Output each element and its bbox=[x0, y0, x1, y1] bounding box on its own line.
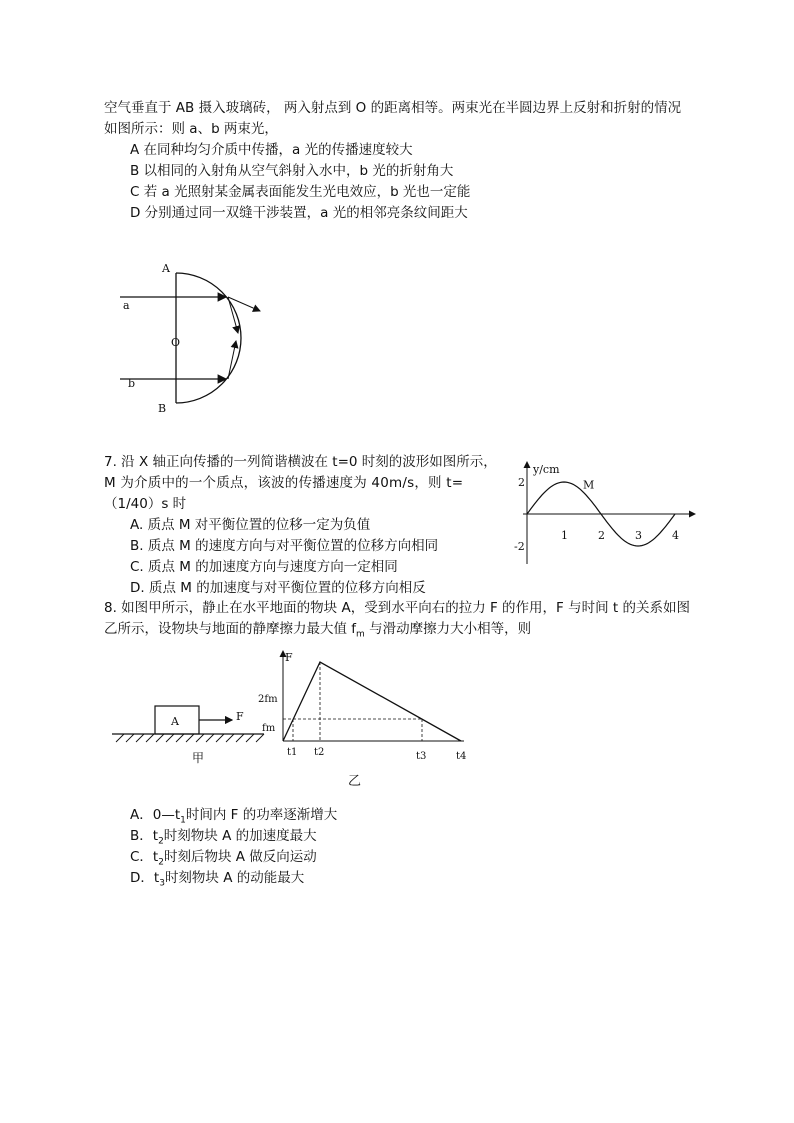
guide-lines bbox=[283, 662, 422, 741]
y-tick-label-2: 2 bbox=[518, 476, 525, 489]
y-axis-label: y/cm bbox=[533, 463, 560, 476]
q7-wave-chart bbox=[505, 456, 705, 571]
q7-option-a: A. 质点 M 对平衡位置的位移一定为负值 bbox=[130, 517, 371, 533]
force-label: F bbox=[236, 710, 244, 723]
q8-text-line2-part1: 乙所示，设物块与地面的静摩擦力最大值 f bbox=[104, 621, 357, 637]
q7-text-line2: M 为介质中的一个质点，该波的传播速度为 40m/s，则 t= bbox=[104, 475, 464, 491]
q8-option-d-pre: D．t bbox=[130, 870, 160, 886]
q8-option-b-sub: 2 bbox=[158, 836, 164, 847]
x-tick-label-3: 3 bbox=[635, 529, 642, 542]
q7-text-line1: 7. 沿 X 轴正向传播的一列简谐横波在 t=0 时刻的波形如图所示， bbox=[104, 454, 497, 470]
q6-text-line2: 如图所示：则 a、b 两束光， bbox=[104, 121, 278, 137]
q8-fig-jia bbox=[112, 690, 272, 770]
label-fm: fm bbox=[262, 723, 276, 734]
x-tick-label-4: 4 bbox=[672, 529, 679, 542]
x-tick-label-2: 2 bbox=[598, 529, 605, 542]
q6-semicircle-figure bbox=[110, 255, 280, 420]
q8-option-b-pre: B．t bbox=[130, 828, 159, 844]
block-label: A bbox=[171, 715, 179, 728]
label-b: b bbox=[128, 377, 136, 390]
q8-option-d-sub: 3 bbox=[159, 878, 165, 889]
point-m-label: M bbox=[582, 478, 595, 492]
q6-option-b: B 以相同的入射角从空气斜射入水中，b 光的折射角大 bbox=[130, 163, 454, 179]
ground-hatching bbox=[116, 734, 264, 742]
q7-text-line3: （1/40）s 时 bbox=[104, 496, 187, 512]
q6-option-a: A 在同种均匀介质中传播，a 光的传播速度较大 bbox=[130, 142, 413, 158]
q8-text-line2-sub: m bbox=[356, 629, 365, 640]
q6-option-d: D 分别通过同一双缝干涉装置，a 光的相邻亮条纹间距大 bbox=[130, 205, 468, 221]
q8-option-b-post: 时刻物块 A 的加速度最大 bbox=[163, 828, 317, 844]
q6-option-c: C 若 a 光照射某金属表面能发生光电效应，b 光也一定能 bbox=[130, 184, 471, 200]
label-B: B bbox=[158, 402, 167, 415]
q8-option-c-sub: 2 bbox=[158, 857, 164, 868]
label-t1: t1 bbox=[287, 747, 298, 758]
label-a: a bbox=[123, 299, 130, 312]
q8-fig-yi bbox=[250, 645, 480, 790]
label-O: O bbox=[171, 336, 181, 349]
f-axis-label: F bbox=[285, 651, 293, 664]
q8-option-a-pre: A．0—t bbox=[130, 807, 181, 823]
y-tick-label--2: -2 bbox=[514, 540, 525, 553]
label-t4: t4 bbox=[456, 751, 467, 762]
q7-option-b: B. 质点 M 的速度方向与对平衡位置的位移方向相同 bbox=[130, 538, 439, 554]
q6-text-line1: 空气垂直于 AB 摄入玻璃砖， 两入射点到 O 的距离相等。两束光在半圆边界上反射和折射的情况 bbox=[104, 100, 682, 116]
ray-b-reflected bbox=[228, 341, 236, 379]
q8-option-d-post: 时刻物块 A 的动能最大 bbox=[164, 870, 305, 886]
label-t2: t2 bbox=[314, 747, 325, 758]
x-tick-label-1: 1 bbox=[561, 529, 568, 542]
q7-option-d: D. 质点 M 的加速度与对平衡位置的位移方向相反 bbox=[130, 580, 426, 596]
label-A: A bbox=[162, 262, 170, 275]
q8-option-a-sub: 1 bbox=[180, 815, 186, 826]
label-t3: t3 bbox=[416, 751, 427, 762]
q7-option-c: C. 质点 M 的加速度方向与速度方向一定相同 bbox=[130, 559, 398, 575]
q8-option-a-post: 时间内 F 的功率逐渐增大 bbox=[185, 807, 338, 823]
label-2fm: 2fm bbox=[258, 694, 278, 705]
q8-option-c-post: 时刻后物块 A 做反向运动 bbox=[163, 849, 317, 865]
q8-option-d bbox=[130, 868, 304, 894]
q8-text-line2 bbox=[104, 619, 531, 645]
caption-yi: 乙 bbox=[348, 774, 362, 789]
caption-jia: 甲 bbox=[192, 751, 205, 765]
semicircle-arc bbox=[176, 273, 241, 403]
force-curve bbox=[283, 662, 461, 741]
q8-option-c-pre: C．t bbox=[130, 849, 159, 865]
q8-text-line1: 8. 如图甲所示，静止在水平地面的物块 A，受到水平向右的拉力 F 的作用，F 与时间 t 的关系如图 bbox=[104, 600, 690, 616]
ray-a-refracted bbox=[228, 297, 260, 311]
q8-text-line2-part2: 与滑动摩擦力大小相等，则 bbox=[364, 621, 532, 637]
